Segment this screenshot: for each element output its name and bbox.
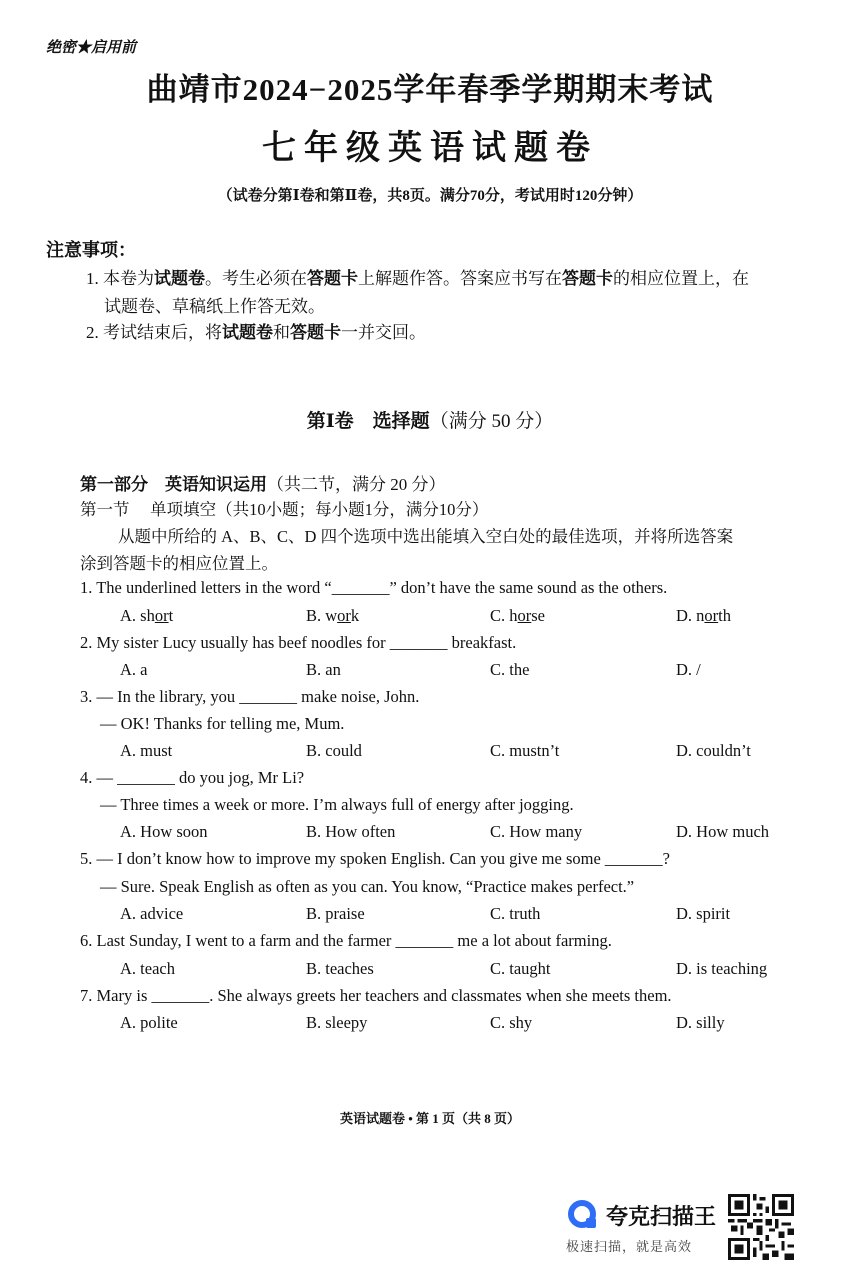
question-4-reply: — Three times a week or more. I’m always full of energy after jogging.	[100, 795, 574, 814]
section-title	[0, 406, 860, 433]
option-2b: B. an	[306, 660, 341, 679]
notice-item-1-cont: 试题卷、草稿纸上作答无效。	[104, 297, 325, 316]
section-title-bold: 第Ⅰ卷 选择题	[306, 411, 430, 432]
option-6a: A. teach	[120, 959, 175, 978]
option-5d: D. spirit	[676, 904, 731, 923]
scanner-logo-icon	[568, 1200, 596, 1228]
question-1: 1. The underlined letters in the word “_______” don’t have the same sound as the others.	[80, 578, 668, 597]
option-text: B. w	[306, 606, 338, 625]
option-underline: or	[154, 606, 169, 625]
option-7c: C. shy	[490, 1013, 533, 1032]
question-3: 3. — In the library, you _______ make noise, John.	[80, 687, 420, 706]
question-4: 4. — _______ do you jog, Mr Li?	[80, 768, 305, 787]
option-text: t	[168, 606, 174, 625]
part-title-score: （共二节，满分 20 分）	[267, 475, 446, 494]
option-text: k	[350, 606, 360, 625]
section-title-score: （满分 50 分）	[429, 411, 554, 432]
option-3b: B. could	[306, 741, 362, 760]
option-3d: D. couldn’t	[676, 741, 751, 760]
scanner-slogan: 极速扫描，就是高效	[566, 1240, 693, 1255]
option-4a: A. How soon	[120, 822, 208, 841]
option-7d: D. silly	[676, 1013, 725, 1032]
part-title	[80, 470, 446, 495]
notice-item-2	[86, 318, 426, 343]
paper-title: 七年级英语试题卷	[262, 130, 598, 167]
question-5-reply: — Sure. Speak English as often as you can. You know, “Practice makes perfect.”	[100, 877, 635, 896]
option-2c: C. the	[490, 660, 530, 679]
notice-text: 上解题作答。答案应书写在	[358, 269, 562, 288]
notice-bold: 试题卷	[154, 269, 205, 288]
option-6b: B. teaches	[306, 959, 374, 978]
option-underline: or	[517, 606, 532, 625]
part-title-bold: 第一部分 英语知识运用	[80, 475, 267, 494]
option-text: se	[531, 606, 546, 625]
notice-item-1	[86, 264, 749, 289]
option-5c: C. truth	[490, 904, 541, 923]
question-3-reply: — OK! Thanks for telling me, Mum.	[100, 714, 345, 733]
question-2: 2. My sister Lucy usually has beef noodles for _______ breakfast.	[80, 633, 517, 652]
instruction-line-1: 从题中所给的 A、B、C、D 四个选项中选出能填入空白处的最佳选项，并将所选答案	[118, 527, 734, 546]
notice-bold: 答题卡	[290, 323, 341, 342]
question-7: 7. Mary is _______. She always greets her teachers and classmates when she meets them.	[80, 986, 672, 1005]
option-7b: B. sleepy	[306, 1013, 368, 1032]
question-5: 5. — I don’t know how to improve my spoken English. Can you give me some _______?	[80, 849, 670, 868]
qr-code-icon	[728, 1194, 794, 1260]
option-text: C. h	[490, 606, 518, 625]
option-5b: B. praise	[306, 904, 365, 923]
option-2d: D. /	[676, 660, 701, 679]
option-1c	[490, 606, 545, 626]
option-1a	[120, 606, 173, 626]
notice-heading: 注意事项：	[46, 240, 136, 260]
notice-bold: 答题卡	[562, 269, 613, 288]
exam-info: （试卷分第Ⅰ卷和第Ⅱ卷，共8页。满分70分，考试用时120分钟）	[217, 188, 643, 204]
option-underline: or	[337, 606, 351, 625]
scanner-brand: 夸克扫描王	[606, 1205, 717, 1230]
option-2a: A. a	[120, 660, 148, 679]
option-6c: C. taught	[490, 959, 551, 978]
option-1b	[306, 606, 359, 626]
notice-text: 。考生必须在	[205, 269, 307, 288]
subsection-title: 第一节 单项填空（共10小题；每小题1分，满分10分）	[80, 500, 489, 519]
page-footer: 英语试题卷 • 第 1 页（共 8 页）	[339, 1111, 521, 1126]
notice-text: 1. 本卷为	[86, 269, 154, 288]
option-3c: C. mustn’t	[490, 741, 560, 760]
option-underline: or	[704, 606, 719, 625]
notice-bold: 试题卷	[222, 323, 273, 342]
option-4c: C. How many	[490, 822, 583, 841]
option-6d: D. is teaching	[676, 959, 768, 978]
option-4d: D. How much	[676, 822, 770, 841]
instruction-line-2: 涂到答题卡的相应位置上。	[80, 554, 278, 573]
question-6: 6. Last Sunday, I went to a farm and the farmer _______ me a lot about farming.	[80, 931, 612, 950]
option-text: D. n	[676, 606, 705, 625]
notice-text: 2. 考试结束后，将	[86, 323, 222, 342]
option-4b: B. How often	[306, 822, 396, 841]
option-text: th	[718, 606, 732, 625]
notice-text: 一并交回。	[341, 323, 426, 342]
option-5a: A. advice	[120, 904, 184, 923]
option-text: A. sh	[120, 606, 155, 625]
option-7a: A. polite	[120, 1013, 178, 1032]
option-3a: A. must	[120, 741, 173, 760]
notice-text: 和	[273, 323, 290, 342]
notice-text: 的相应位置上，在	[613, 269, 749, 288]
confidential-mark: 绝密★启用前	[46, 40, 137, 56]
exam-title: 曲靖市2024−2025学年春季学期期末考试	[146, 72, 714, 107]
notice-bold: 答题卡	[307, 269, 358, 288]
option-1d	[676, 606, 731, 626]
scanner-watermark	[566, 1196, 726, 1260]
